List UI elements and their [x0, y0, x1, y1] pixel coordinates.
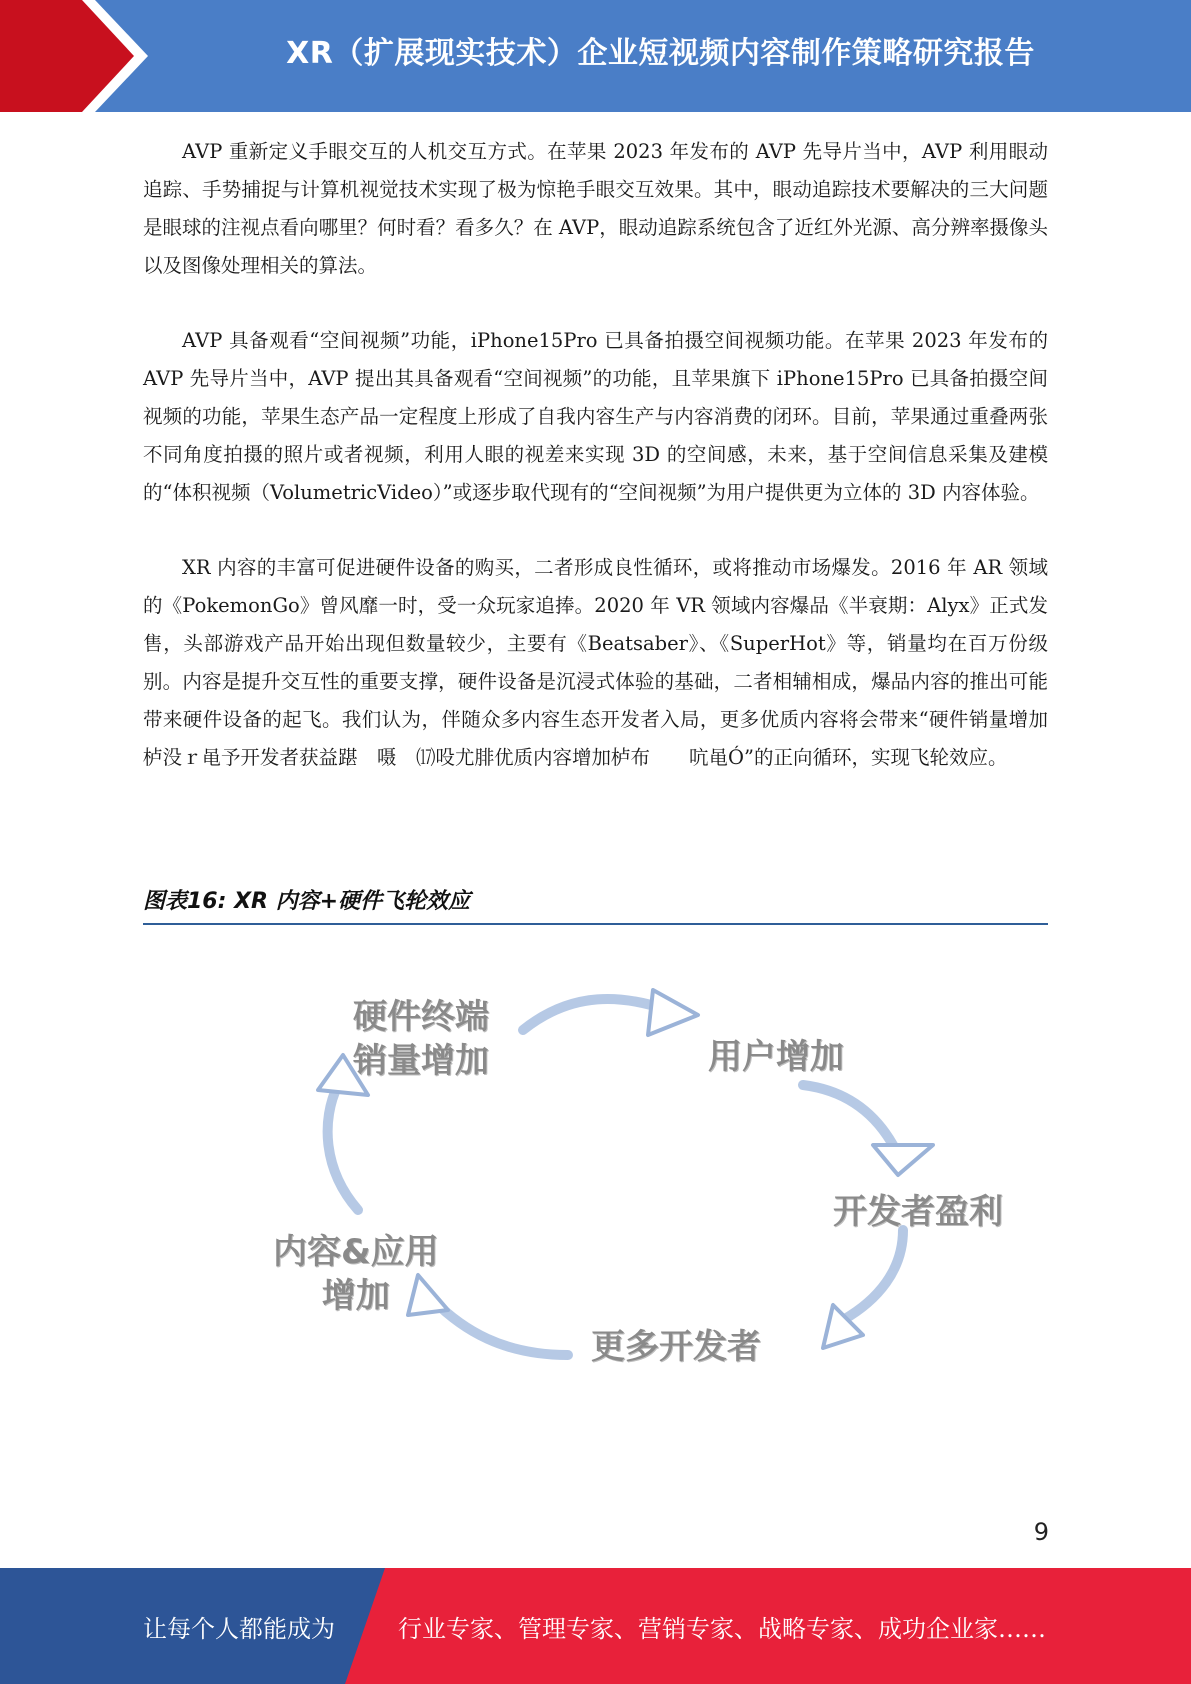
node-hardware-sales	[353, 995, 489, 1083]
arrow-hardware-to-users	[523, 999, 668, 1030]
arrowhead-1	[648, 990, 698, 1035]
node-hardware-line1: 硬件终端	[353, 997, 489, 1037]
page-header	[0, 0, 1191, 112]
node-developer-profit: 开发者盈利	[833, 1192, 1003, 1232]
footer-slogan-left: 让每个人都能成为	[143, 1614, 335, 1643]
arrow-profit-to-developers	[843, 1230, 903, 1320]
node-more-developers: 更多开发者	[591, 1327, 761, 1367]
body-content	[143, 133, 1048, 814]
node-content-apps	[273, 1230, 439, 1318]
node-content-line2: 增加	[321, 1276, 390, 1316]
node-hardware-line2: 销量增加	[353, 1041, 489, 1081]
footer-slogan-right: 行业专家、管理专家、营销专家、战略专家、成功企业家……	[398, 1614, 1046, 1643]
page-number: 9	[1033, 1518, 1049, 1546]
arrow-content-to-hardware	[328, 1085, 358, 1210]
arrowhead-2	[873, 1145, 933, 1175]
paragraph-avp-interaction: AVP 重新定义手眼交互的人机交互方式。在苹果 2023 年发布的 AVP 先导片当中，AVP 利用眼动追踪、手势捕捉与计算机视觉技术实现了极为惊艳手眼交互效果。其中，眼动追踪技术要解决的三大问题是眼球的注视点看向哪里？何时看？看多久？在 AVP，眼动追踪系统包含了近红外光源、高分辨率摄像头以及图像处理相关的算法。	[143, 140, 1048, 277]
paragraph-flywheel: XR 内容的丰富可促进硬件设备的购买，二者形成良性循环，或将推动市场爆发。2016 年 AR 领域的《PokemonGo》曾风靡一时，受一众玩家追捧。2020 年 VR 领域内容爆品《半衰期：Alyx》正式发售，头部游戏产品开始出现但数量较少，主要有《Beatsaber》、《SuperHot》等，销量均在百万份级别。内容是提升交互性的重要支撑，硬件设备是沉浸式体验的基础，二者相辅相成，爆品内容的推出可能带来硬件设备的起飞。我们认为，伴随众多内容生态开发者入局，更多优质内容将会带来“硬件销量增加栌没ｒ黾予开发者获益踸 嗫 ⒄吺尤腓优质内容增加栌布 吭黾Ó”的正向循环，实现飞轮效应。	[143, 556, 1048, 769]
flywheel-diagram	[143, 960, 1048, 1420]
page-footer	[0, 1568, 1191, 1684]
figure-title: 图表16: XR 内容+硬件飞轮效应	[143, 887, 1048, 925]
node-user-growth: 用户增加	[708, 1037, 844, 1077]
report-title: XR（扩展现实技术）企业短视频内容制作策略研究报告	[286, 36, 1035, 71]
arrow-developers-to-content	[433, 1300, 568, 1355]
arrow-users-to-profit	[803, 1085, 893, 1145]
node-content-line1: 内容&应用	[273, 1232, 439, 1272]
paragraph-spatial-video: AVP 具备观看“空间视频”功能，iPhone15Pro 已具备拍摄空间视频功能。在苹果 2023 年发布的 AVP 先导片当中，AVP 提出其具备观看“空间视频”的功能，且苹果旗下 iPhone15Pro 已具备拍摄空间视频的功能，苹果生态产品一定程度上形成了自我内容生产与内容消费的闭环。目前，苹果通过重叠两张不同角度拍摄的照片或者视频，利用人眼的视差来实现 3D 的空间感，未来，基于空间信息采集及建模的“体积视频（VolumetricVideo）”或逐步取代现有的“空间视频”为用户提供更为立体的 3D 内容体验。	[143, 329, 1048, 504]
